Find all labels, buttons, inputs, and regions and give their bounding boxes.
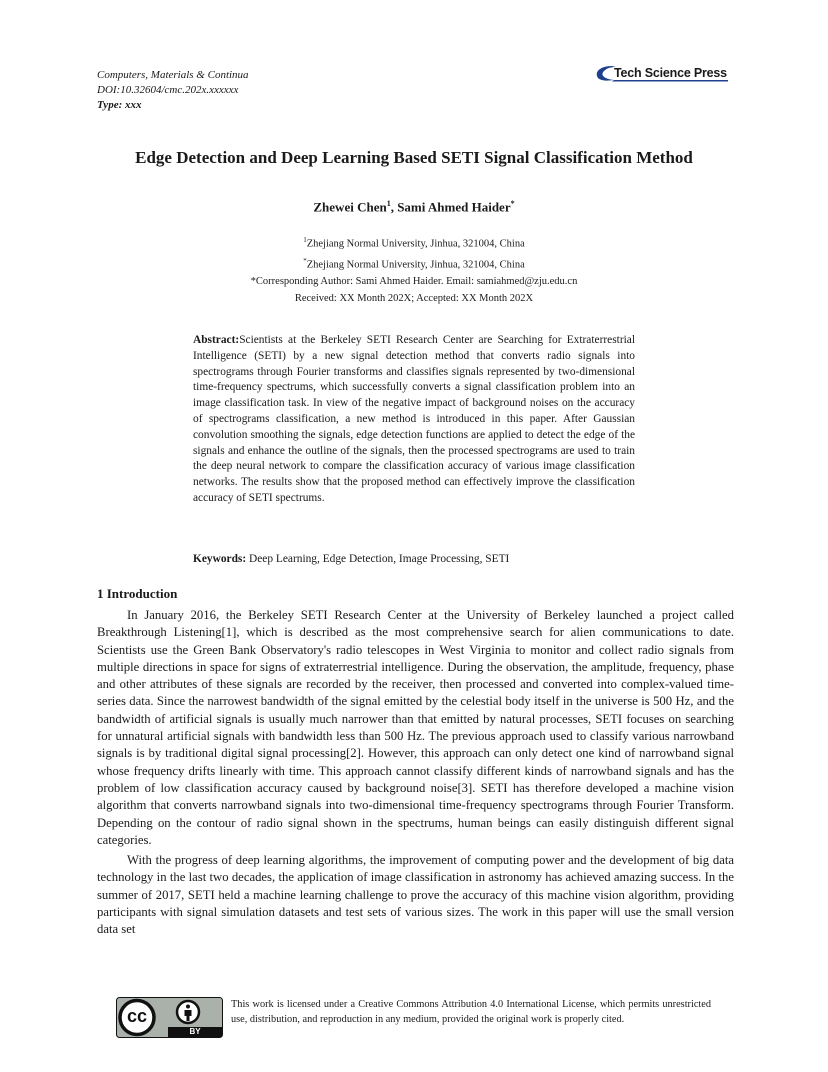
received-dates: Received: XX Month 202X; Accepted: XX Month 202X — [294, 293, 534, 304]
author-line — [60, 199, 768, 215]
paragraph: With the progress of deep learning algorithms, the improvement of computing power and the development of big data technology in the last two decades, the application of image classification in astronomy has achieved amazing success. In the summer of 2017, SETI held a machine learning challenge to prove the accuracy of this machine vision algorithm, providing participants with signal simulation datasets and test sets of various sizes. The work in this paper will use the small version data set — [97, 853, 734, 937]
author-affil-mark: 1 — [386, 199, 391, 208]
cc-by-license-badge — [116, 997, 223, 1038]
article-type: Type: xxx — [97, 99, 142, 111]
affil-mark: * — [303, 256, 307, 265]
keywords — [193, 553, 635, 565]
keywords-text: Deep Learning, Edge Detection, Image Processing, SETI — [246, 553, 510, 565]
corresponding-author: *Corresponding Author: Sami Ahmed Haider. Email: samiahmed@zju.edu.cn — [250, 276, 578, 287]
abstract-text: Scientists at the Berkeley SETI Research Center are Searching for Extraterrestrial Intelligence (SETI) by a new signal detection method that converts radio signals into spectrograms through Fourier transforms and classifies signals represented by two-dimensional time-frequency spectrums, which successfully converts a signal classification problem into an image classification task. In view of the negative impact of background noises on the accuracy of spectrograms classification, a new method is introduced in this paper. After Gaussian convolution smoothing the signals, edge detection functions are applied to detect the edge of the signals and enhance the outline of the signals, then the processed spectrograms are used to train the deep neural network to compare the classification accuracy of various image classification networks. The results show that the proposed method can effectively improve the classification accuracy of SETI spectrums. — [193, 334, 635, 504]
author-name: Sami Ahmed Haider — [397, 199, 511, 215]
body-text — [97, 607, 734, 942]
paper-title: Edge Detection and Deep Learning Based SETI Signal Classification Method — [135, 148, 693, 167]
keywords-label: Keywords: — [193, 553, 247, 565]
journal-name: Computers, Materials & Continua — [97, 69, 249, 81]
by-label: BY — [189, 1027, 201, 1036]
cc-label: cc — [126, 1006, 148, 1026]
author-affil-mark: * — [510, 199, 515, 208]
paragraph: In January 2016, the Berkeley SETI Research Center at the University of Berkeley launched a project called Breakthrough Listening[1], which is described as the most comprehensive search for alien communications to date. Scientists use the Green Bank Observatory's radio telescopes in West Virginia to monitor and collect radio signals from multiple directions in space for signs of extraterrestrial intelligence. During the observation, the amplitude, frequency, phase and other attributes of these signals are recorded by the receiver, then processed and converted into complex-valued time-series data. Since the narrowest bandwidth of the signal emitted by the celestial body itself in the universe is 500 Hz, and the bandwidth of artificial signals is usually much narrower than that emitted by natural processes, SETI focuses on searching for unnatural artificial signals with bandwidth less than 500 Hz. The previous approach used to classify various narrowband signals is by traditional digital signal processing[2]. However, this approach can only detect one kind of narrowband signal whose frequency drifts linearly with time. This approach cannot classify different kinds of narrowband signals and has the problem of low classification accuracy caused by background noise[3]. SETI has therefore developed a machine vision algorithm that converts narrowband signals into two-dimensional time-frequency spectrograms through Fourier Transform. Depending on the contour of radio signal shown in the spectrums, human beings can easily distinguish different signal categories. — [97, 608, 734, 847]
license-text: This work is licensed under a Creative Commons Attribution 4.0 International License, which permits unrestricted use, distribution, and reproduction in any medium, provided the original work is properly cited. — [231, 999, 711, 1025]
journal-header — [97, 68, 249, 113]
doi: DOI:10.32604/cmc.202x.xxxxxx — [97, 84, 239, 96]
author-name: Zhewei Chen — [313, 199, 387, 215]
publisher-logo — [592, 63, 732, 83]
abstract — [193, 333, 635, 507]
affiliations — [60, 232, 768, 307]
affiliation — [60, 232, 768, 253]
publisher-name: Tech Science Press — [614, 66, 727, 80]
affiliation-text: Zhejiang Normal University, Jinhua, 321004, China — [306, 259, 525, 270]
author-separator: , — [390, 199, 398, 215]
affiliation-text: Zhejiang Normal University, Jinhua, 321004, China — [306, 238, 525, 250]
abstract-label: Abstract: — [193, 334, 240, 346]
section-heading: 1 Introduction — [97, 586, 178, 601]
affil-mark: 1 — [303, 236, 307, 244]
affiliation — [60, 253, 768, 274]
